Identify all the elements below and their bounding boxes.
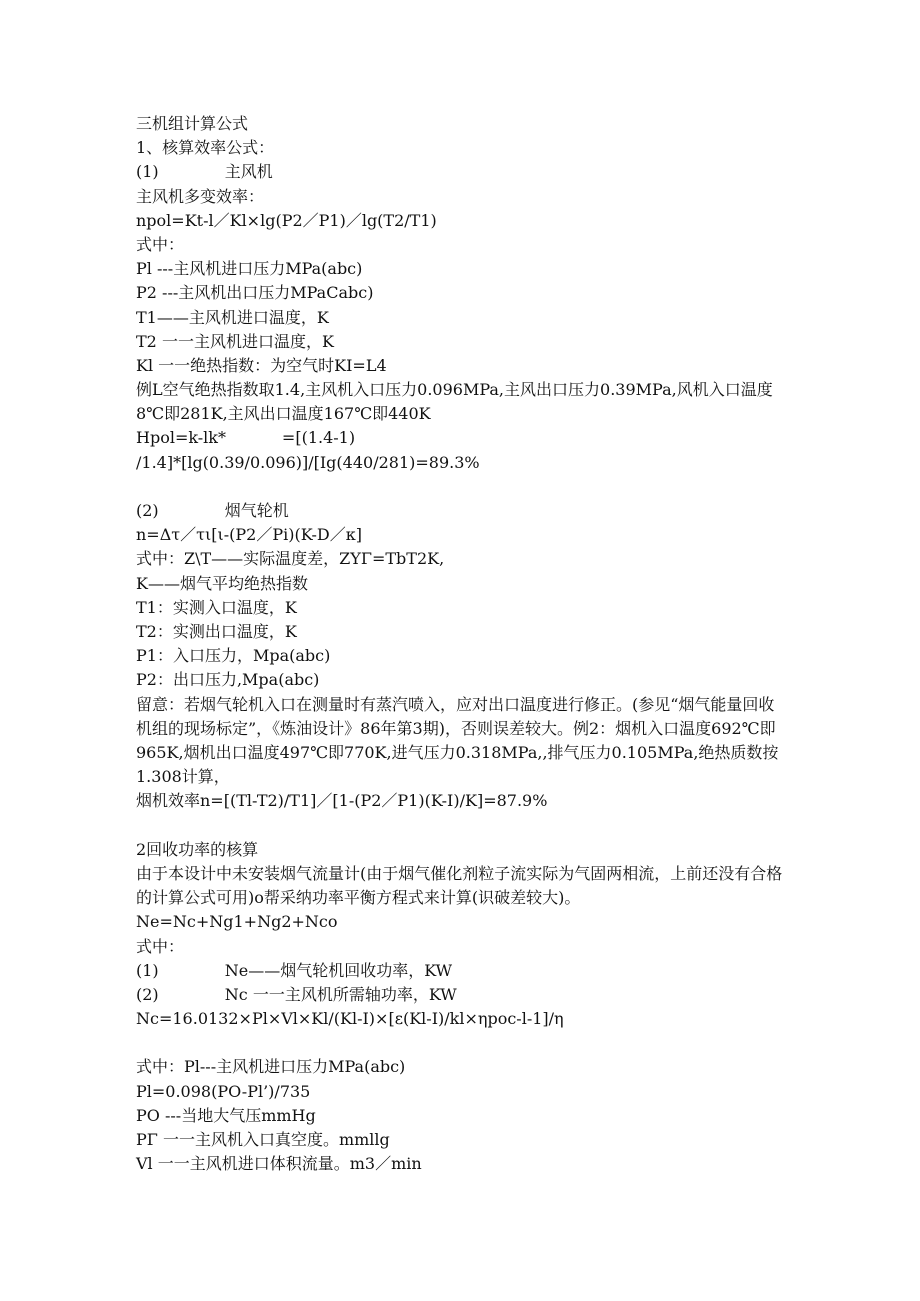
definition-line: Vl 一一主风机进口体积流量。m3／min [136,1154,422,1174]
subsection-heading: (2) 烟气轮机 [136,501,289,521]
subsection-heading: (1) 主风机 [136,162,273,182]
text-line: 主风机多变效率： [136,186,265,206]
definition-line: P2 ---主风机出口压力MPaCabc) [136,283,374,303]
definition-line: Pl ---主风机进口压力MPa(abc) [136,259,363,279]
formula-line: n=Δτ／τι[ι-(P2／Pi)(K-D／κ] [136,525,362,545]
definition-line: Kl 一一绝热指数：为空气时KI=L4 [136,355,387,375]
definition-line: T1——主风机进口温度，K [136,307,329,327]
formula-line: Pl=0.098(PO-Pl’)/735 [136,1081,311,1101]
formula-line: Ne=Nc+Ng1+Ng2+Nco [136,912,338,932]
definition-line: T2 一一主风机进口温度，K [136,331,334,351]
formula-line: 烟机效率n=[(Tl-T2)/T1]／[1-(P2／P1)(K-I)/K]=87.9% [136,791,548,811]
definition-line: PO ---当地大气压mmHg [136,1105,316,1125]
blank-line [136,814,786,838]
note-paragraph: 留意：若烟气轮机入口在测量时有蒸汽喷入，应对出口温度进行修正。(参见“烟气能量回收机组的现场标定”，《炼油设计》86年第3期)，否则误差较大。例2：烟机入口温度692℃即965K,烟机出口温度497℃即770K,进气压力0.318MPa,,排气压力0.105MPa,绝热质数按1.308计算， [136,694,779,787]
formula-line: npol=Kt-l／Kl×lg(P2／P1)／lg(T2/T1) [136,210,437,230]
text-line: 式中： [136,936,185,956]
definition-line: P2：出口压力,Mpa(abc) [136,670,320,690]
definition-line: (2) Nc 一一主风机所需轴功率，KW [136,984,457,1004]
text-line: 式中： [136,234,185,254]
section-heading: 1、核算效率公式： [136,138,275,158]
doc-title: 三机组计算公式 [136,114,249,133]
formula-line: Nc=16.0132×Pl×Vl×Kl/(Kl-I)×[ε(Kl-I)/kl×ηpoc-l-1]/η [136,1009,564,1029]
definition-line: 式中：Pl---主风机进口压力MPa(abc) [136,1057,406,1077]
blank-line [136,1031,786,1055]
definition-line: K——烟气平均绝热指数 [136,573,308,593]
definition-line: 式中：Z\T——实际温度差，ZYΓ=TbT2K, [136,549,445,569]
document-page [136,112,786,1176]
definition-line: T2：实测出口温度，K [136,621,297,641]
section-heading: 2回收功率的核算 [136,839,259,859]
blank-line [136,475,786,499]
formula-line: Hpol=k-lk* =[(1.4-1) [136,428,356,448]
definition-line: PΓ 一一主风机入口真空度。mmllg [136,1130,390,1149]
formula-line: /1.4]*[lg(0.39/0.096)]/[Ig(440/281)=89.3% [136,452,480,472]
example-paragraph: 例L空气绝热指数取1.4,主风机入口压力0.096MPa,主风出口压力0.39MPa,风机入口温度8℃即281K,主风出口温度167℃即440K [136,380,773,424]
definition-line: P1：入口压力，Mpa(abc) [136,646,331,666]
text-paragraph: 由于本设计中未安装烟气流量计(由于烟气催化剂粒子流实际为气固两相流，上前还没有合格的计算公式可用)o帮采纳功率平衡方程式来计算(识破差较大)。 [136,863,783,908]
definition-line: (1) Ne——烟气轮机回收功率，KW [136,960,453,980]
definition-line: T1：实测入口温度，K [136,597,297,617]
